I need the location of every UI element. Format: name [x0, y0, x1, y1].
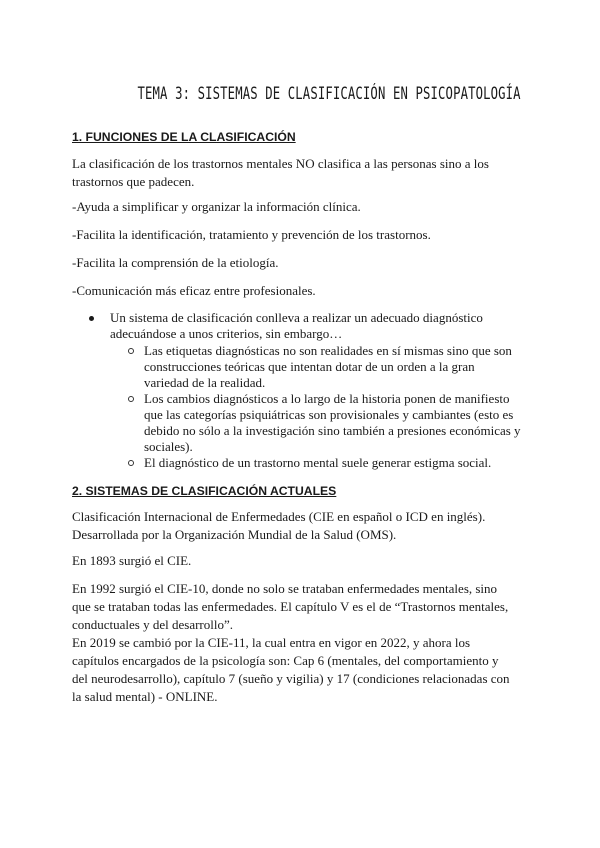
- bullet-list: [72, 310, 522, 471]
- sub-bullet-item: [110, 455, 522, 471]
- function-point: -Ayuda a simplificar y organizar la información clínica.: [72, 199, 361, 214]
- sub-bullet-text: El diagnóstico de un trastorno mental suele generar estigma social.: [144, 455, 492, 470]
- function-point: -Facilita la comprensión de la etiología.: [72, 255, 279, 270]
- section-2-paragraph: Clasificación Internacional de Enfermedades (CIE en español o ICD en inglés). Desarrollada por la Organización Mundial de la Salud (OMS).: [72, 509, 486, 542]
- section-1-intro: La clasificación de los trastornos mentales NO clasifica a las personas sino a los trastornos que padecen.: [72, 156, 489, 189]
- sub-bullet-text: Las etiquetas diagnósticas no son realidades en sí mismas sino que son construcciones teóricas que intentan dotar de un orden a la gran variedad de la realidad.: [144, 343, 512, 390]
- hollow-circle-icon: [128, 460, 134, 466]
- function-point: -Facilita la identificación, tratamiento y prevención de los trastornos.: [72, 227, 431, 242]
- sub-bullet-text: Los cambios diagnósticos a lo largo de la historia ponen de manifiesto que las categorías psiquiátricas son provisionales y cambiantes (esto es debido no sólo a la investigación sino también a presiones económicas y sociales).: [144, 391, 521, 454]
- sub-bullet-item: [110, 343, 522, 391]
- bullet-text: Un sistema de clasificación conlleva a realizar un adecuado diagnóstico adecuándose a unos criterios, sin embargo…: [110, 310, 483, 341]
- document-title: TEMA 3: SISTEMAS DE CLASIFICACIÓN EN PSICOPATOLOGÍA: [137, 84, 521, 104]
- section-2-paragraph: En 1992 surgió el CIE-10, donde no solo se trataban enfermedades mentales, sino que se trataban todas las enfermedades. El capítulo V es el de “Trastornos mentales, conductuales y del desarrollo”.: [72, 581, 509, 632]
- bullet-dot-icon: [89, 316, 94, 321]
- hollow-circle-icon: [128, 348, 134, 354]
- hollow-circle-icon: [128, 396, 134, 402]
- section-2-paragraph: En 1893 surgió el CIE.: [72, 553, 192, 568]
- section-2-paragraph: En 2019 se cambió por la CIE-11, la cual entra en vigor en 2022, y ahora los capítulos encargados de la psicología son: Cap 6 (mentales, del comportamiento y del neurodesarrollo), capítulo 7 (sueño y vigilia) y 17 (condiciones relacionadas con la salud mental) - ONLINE.: [72, 635, 510, 704]
- sub-bullet-list: [110, 343, 522, 471]
- section-1-heading: 1. FUNCIONES DE LA CLASIFICACIÓN: [72, 130, 296, 144]
- function-point: -Comunicación más eficaz entre profesionales.: [72, 283, 316, 298]
- bullet-item: [72, 310, 522, 471]
- sub-bullet-item: [110, 391, 522, 455]
- section-2-heading: 2. SISTEMAS DE CLASIFICACIÓN ACTUALES: [72, 484, 337, 498]
